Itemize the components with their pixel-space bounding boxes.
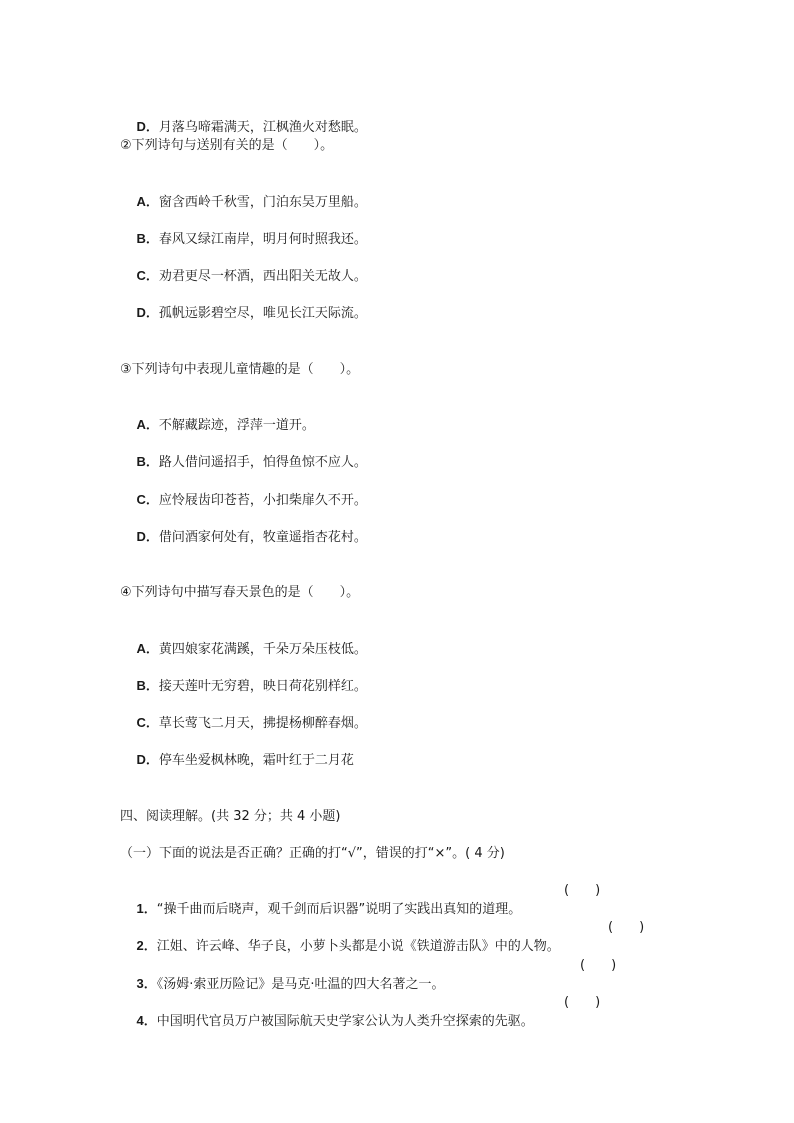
option-letter: A．: [136, 641, 159, 656]
item-number: 3．: [136, 976, 157, 991]
option-text: 草长莺飞二月天，拂提杨柳醉春烟。: [158, 716, 367, 731]
q2-option-d: [120, 286, 367, 341]
option-text: 路人借问遥招手，怕得鱼惊不应人。: [158, 455, 367, 470]
item-number: 4．: [136, 1013, 157, 1028]
item-text: 《汤姆·索亚历险记》是马克·吐温的四大名著之一。: [156, 977, 445, 992]
option-text: 孤帆远影碧空尽，唯见长江天际流。: [158, 306, 367, 321]
option-text: 黄四娘家花满蹊，千朵万朵压枝低。: [158, 642, 367, 657]
option-letter: D．: [136, 119, 159, 134]
option-letter: D．: [136, 305, 159, 320]
option-letter: B．: [136, 231, 159, 246]
option-text: 接天莲叶无穷碧，映日荷花别样红。: [158, 679, 367, 694]
option-letter: D．: [136, 752, 159, 767]
option-text: 窗含西岭千秋雪，门泊东吴万里船。: [158, 195, 367, 210]
answer-paren-4[interactable]: ( ): [564, 995, 601, 1010]
option-letter: B．: [136, 678, 159, 693]
item-number: 2．: [136, 938, 157, 953]
option-text: 应怜屐齿印苍苔，小扣柴扉久不开。: [158, 493, 367, 508]
option-letter: A．: [136, 417, 159, 432]
option-letter: A．: [136, 194, 159, 209]
q2-stem: ②下列诗句与送别有关的是（ ）。: [120, 138, 334, 153]
q4-stem: ④下列诗句中描写春天景色的是（ ）。: [120, 585, 360, 600]
section-title: 四、阅读理解。(共 32 分；共 4 小题): [120, 809, 341, 824]
q3-option-d: [120, 510, 367, 565]
option-text: 春风又绿江南岸，明月何时照我还。: [158, 232, 367, 247]
option-letter: C．: [136, 268, 159, 283]
q3-stem: ③下列诗句中表现儿童情趣的是（ ）。: [120, 362, 360, 377]
q4-option-d: [120, 733, 354, 788]
option-text: 停车坐爱枫林晚，霜叶红于二月花: [158, 753, 354, 768]
answer-paren-2[interactable]: ( ): [608, 920, 645, 935]
option-text: 月落乌啼霜满天，江枫渔火对愁眠。: [158, 120, 367, 135]
option-letter: C．: [136, 492, 159, 507]
option-text: 不解藏踪迹，浮萍一道开。: [158, 418, 315, 433]
item-text: 江姐、许云峰、华子良，小萝卜头都是小说《铁道游击队》中的人物。: [156, 939, 560, 954]
item-text: “操千曲而后晓声，观千剑而后识器”说明了实践出真知的道理。: [156, 902, 522, 917]
item-number: 1．: [136, 901, 157, 916]
option-letter: C．: [136, 715, 159, 730]
option-letter: B．: [136, 454, 159, 469]
option-letter: D．: [136, 529, 159, 544]
answer-paren-3[interactable]: ( ): [580, 958, 617, 973]
answer-paren-1[interactable]: ( ): [564, 883, 601, 898]
item-text: 中国明代官员万户被国际航天史学家公认为人类升空探索的先驱。: [156, 1014, 534, 1029]
option-text: 劝君更尽一杯酒，西出阳关无故人。: [158, 269, 367, 284]
subsection-title: （一）下面的说法是否正确？正确的打“√”，错误的打“×”。( 4 分): [120, 846, 505, 861]
option-text: 借问酒家何处有，牧童遥指杏花村。: [158, 530, 367, 545]
judgement-item-4: [120, 994, 534, 1049]
